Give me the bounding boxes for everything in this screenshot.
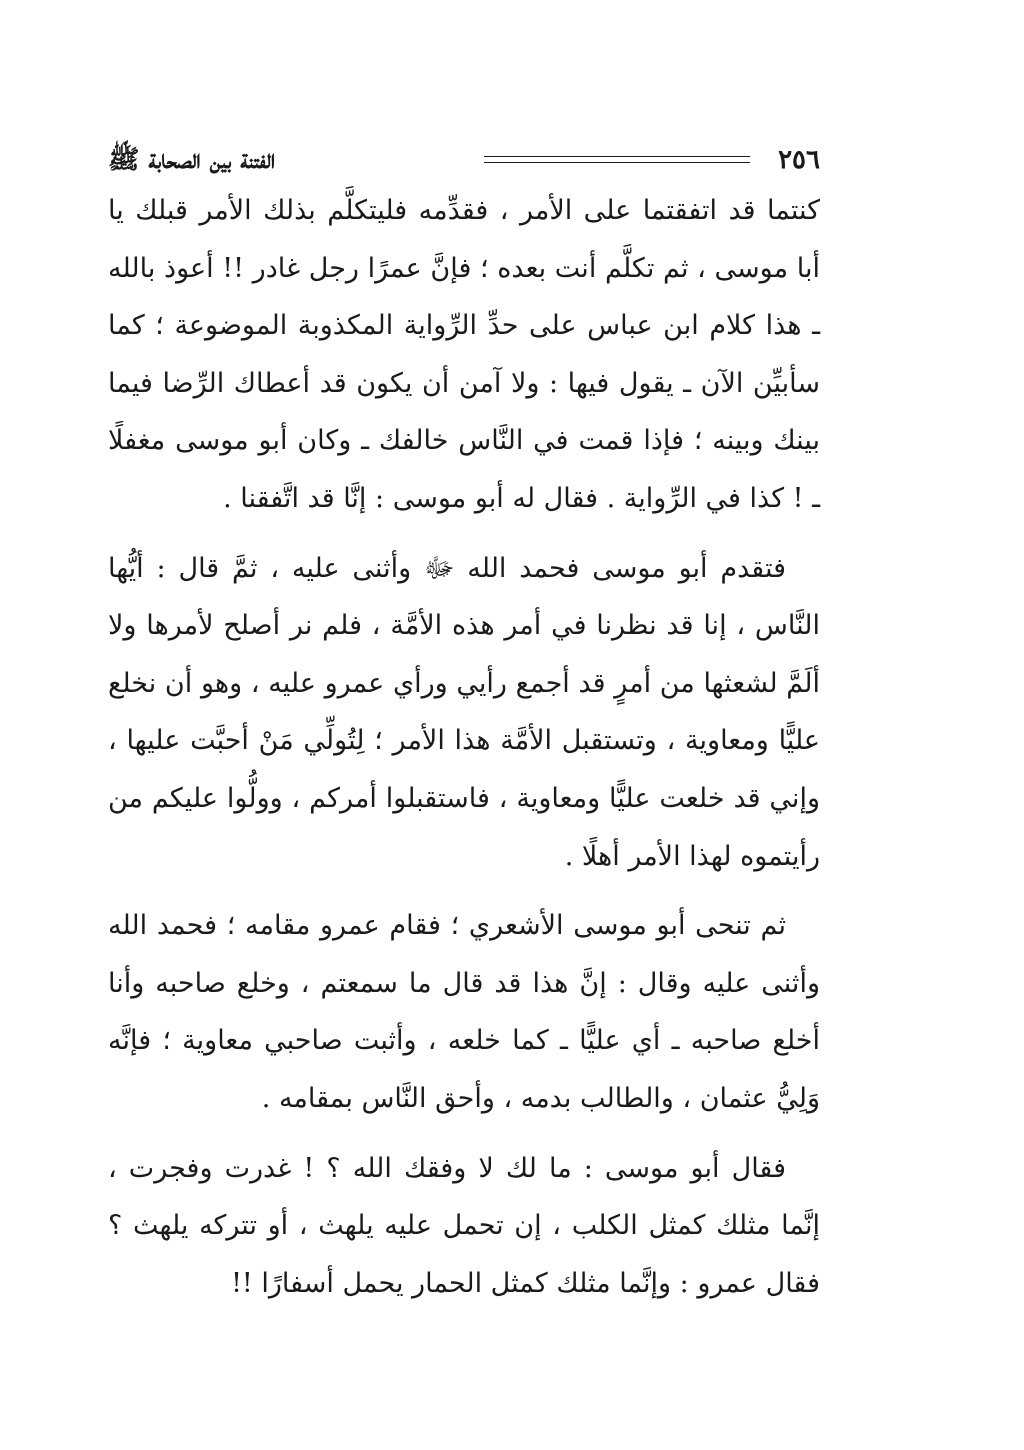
paragraph-1: كنتما قد اتفقتما على الأمر ، فقدِّمه فليتكلَّم بذلك الأمر قبلك يا أبا موسى ، ثم تكلَّم أنت بعده ؛ فإنَّ عمرًا رجل غادر !! أعوذ بالله ـ هذا كلام ابن عباس على حدِّ الرِّواية المكذوبة الموضوعة ؛ كما سأبيِّن الآن ـ يقول فيها : ولا آمن أن يكون قد أعطاك الرِّضا فيما بينك وبينه ؛ فإذا قمت في النَّاس خالفك ـ وكان أبو موسى مغفلًا ـ ! كذا في الرِّواية . فقال له أبو موسى : إنَّا قد اتَّفقنا . xyxy=(108,195,820,514)
header-double-rule xyxy=(484,156,750,163)
running-title: الفتنة بين الصحابة ﷺ xyxy=(108,145,276,175)
paragraph-2: فتقدم أبو موسى فحمد الله ﷻ وأثنى عليه ، ثمَّ قال : أيُّها النَّاس ، إنا قد نظرنا في أمر هذه الأمَّة ، فلم نر أصلح لأمرها ولا ألَمَّ لشعثها من أمرٍ قد أجمع رأيي ورأي عمرو عليه ، وهو أن نخلع عليًّا ومعاوية ، وتستقبل الأمَّة هذا الأمر ؛ لِتُولِّي مَنْ أحبَّت عليها ، وإني قد خلعت عليًّا ومعاوية ، فاستقبلوا أمركم ، وولُّوا عليكم من رأيتموه لهذا الأمر أهلًا . xyxy=(108,552,820,872)
paragraph-3: ثم تنحى أبو موسى الأشعري ؛ فقام عمرو مقامه ؛ فحمد الله وأثنى عليه وقال : إنَّ هذا قد قال ما سمعتم ، وخلع صاحبه وأنا أخلع صاحبه ـ أي عليًّا ـ كما خلعه ، وأثبت صاحبي معاوية ؛ فإنَّه وَلِيُّ عثمان ، والطالب بدمه ، وأحق النَّاس بمقامه . xyxy=(108,910,820,1114)
paragraph-4: فقال أبو موسى : ما لك لا وفقك الله ؟ ! غدرت وفجرت ، إنَّما مثلك كمثل الكلب ، إن تحمل عليه يلهث ، أو تتركه يلهث ؟ فقال عمرو : وإنَّما مثلك كمثل الحمار يحمل أسفارًا !! xyxy=(108,1152,820,1299)
page-header xyxy=(108,142,820,178)
body-text xyxy=(108,182,820,1312)
page-number: ٢٥٦ xyxy=(778,145,820,175)
